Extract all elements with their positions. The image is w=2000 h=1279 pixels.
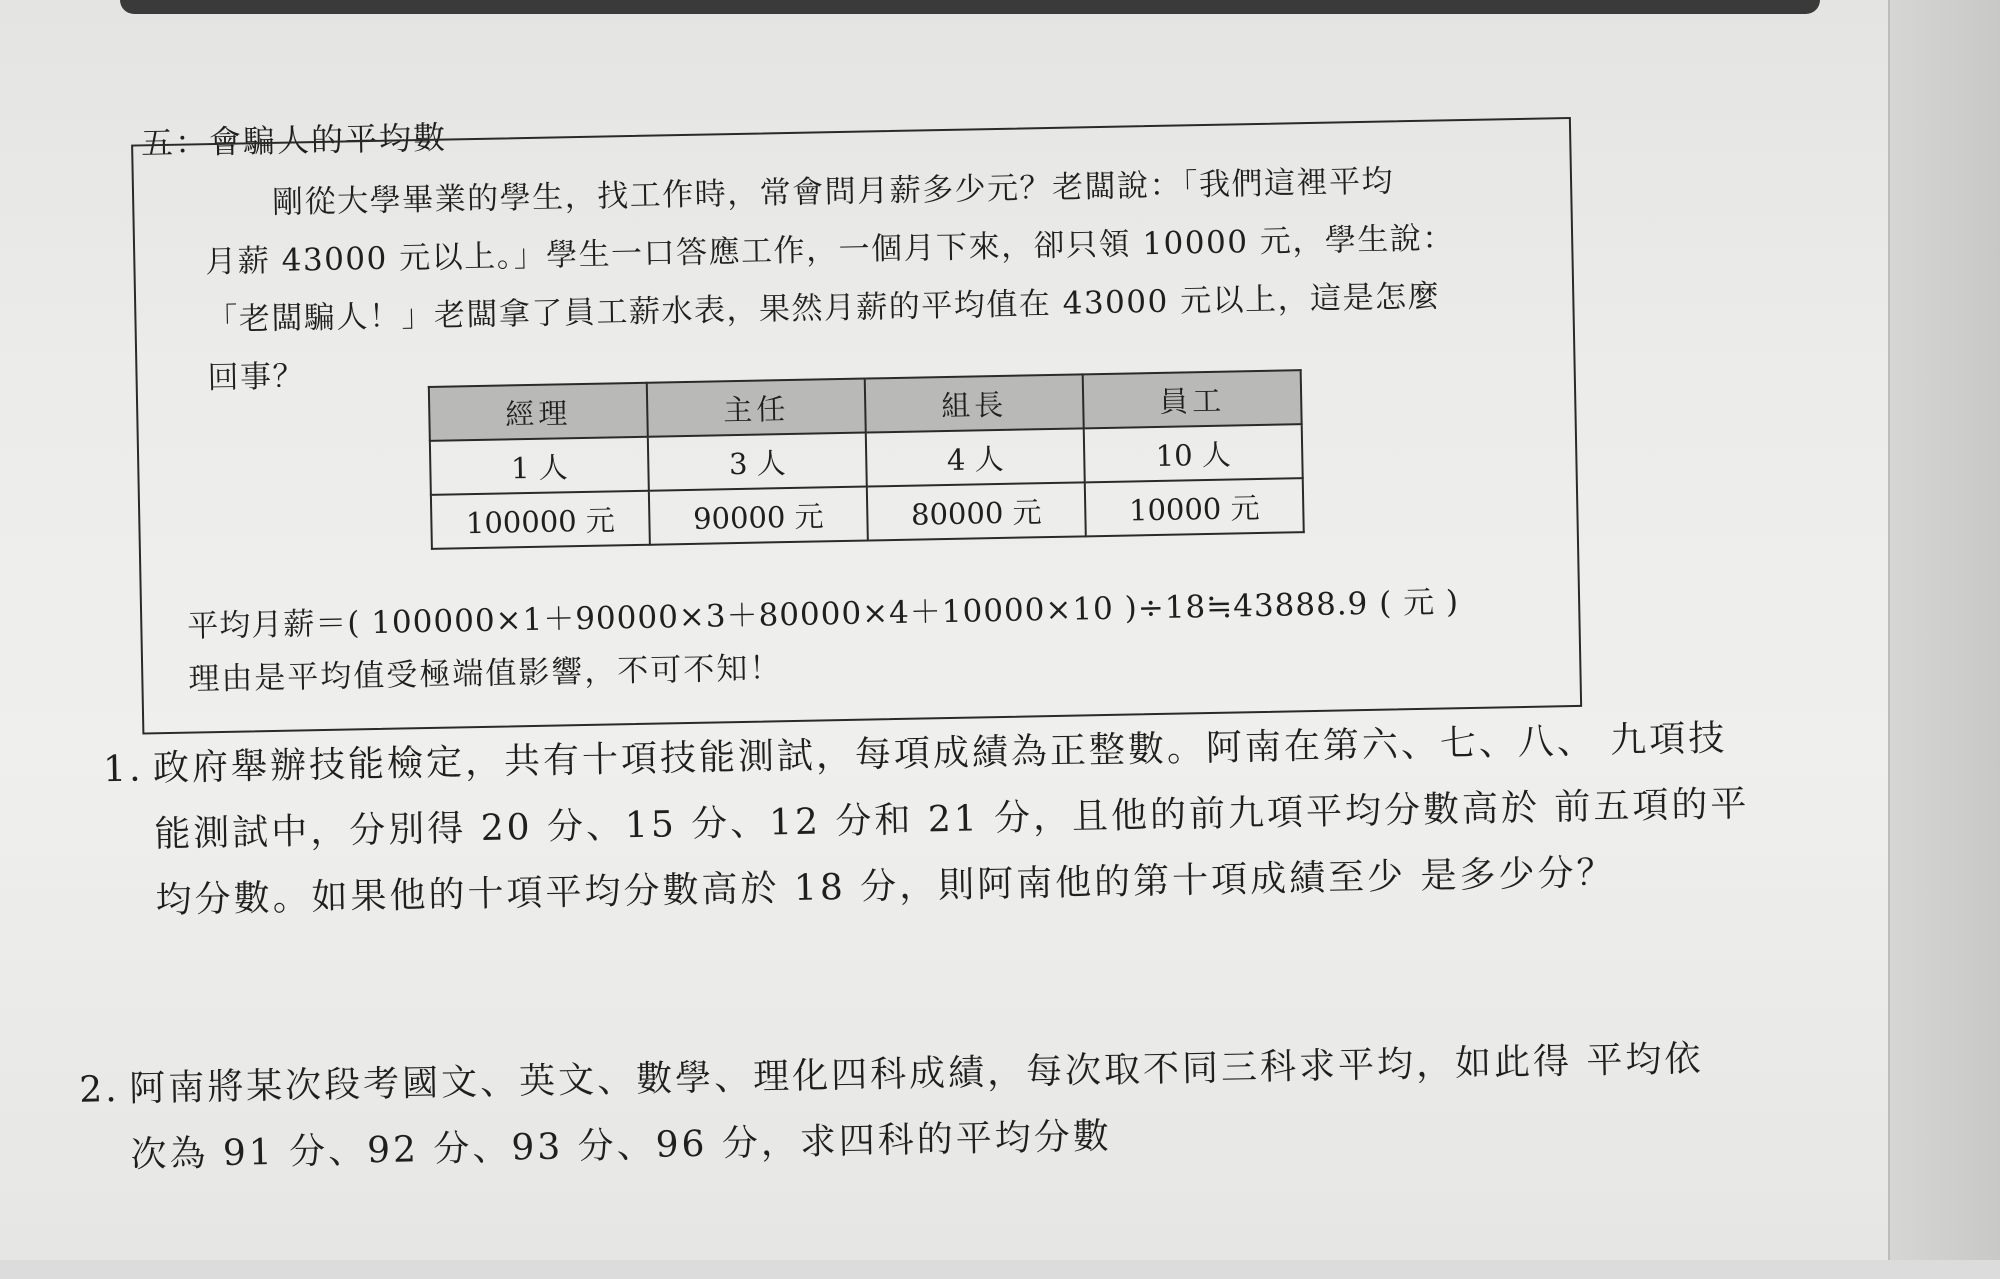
story-line-3: 「老闆騙人！」老闆拿了員工薪水表，果然月薪的平均值在 43000 元以上，這是怎麼 (206, 278, 1441, 339)
salary-table (428, 369, 1305, 550)
question-1 (102, 703, 1905, 936)
question-number: 2. (78, 1068, 120, 1111)
question-2 (79, 1023, 1911, 1190)
header-cell: 經理 (429, 383, 648, 441)
question-2-line-1-text: 阿南將某次段考國文、英文、數學、理化四科成績，每次取不同三科求平均，如此得 平均依 (128, 1038, 1704, 1110)
question-2-line-2: 次為 91 分、92 分、93 分、96 分，求四科的平均分數 (130, 1115, 1113, 1176)
section-title: 五：會騙人的平均數 (140, 118, 448, 163)
table-cell: 3 人 (648, 433, 867, 491)
header-cell: 主任 (647, 379, 866, 437)
reason-text: 理由是平均值受極端值影響，不可不知！ (188, 650, 783, 698)
story-line-2: 月薪 43000 元以上。」學生一口答應工作，一個月下來，卻只領 10000 元，學生說： (205, 220, 1456, 281)
table-cell: 4 人 (866, 428, 1085, 486)
average-formula: 平均月薪＝( 100000×1＋90000×3＋80000×4＋10000×10 )÷18≒43888.9 ( 元 ) (187, 584, 1460, 645)
table-cell: 90000 元 (649, 487, 868, 545)
story-box (131, 117, 1582, 735)
table-cell: 10 人 (1084, 424, 1303, 482)
table-cell: 100000 元 (431, 491, 650, 549)
table-cell: 10000 元 (1085, 478, 1304, 536)
story-text (204, 150, 1538, 407)
table-cell: 1 人 (430, 437, 649, 495)
question-1-line-1-text: 政府舉辦技能檢定，共有十項技能測試，每項成績為正整數。阿南在第六、七、八、 九項技 (152, 718, 1728, 790)
story-line-4: 回事？ (207, 358, 306, 397)
question-1-line-2: 能測試中，分別得 20 分、15 分、12 分和 21 分，且他的前九項平均分數高於 前五項的平 (153, 783, 1750, 856)
story-line-1-text: 剛從大學畢業的學生，找工作時，常會問月薪多少元？老闆說：「我們這裡平均 (271, 163, 1395, 221)
table-cell: 80000 元 (867, 482, 1086, 540)
header-cell: 員工 (1083, 370, 1302, 428)
header-cell: 組長 (865, 374, 1084, 432)
question-number: 1. (102, 748, 144, 791)
question-1-line-3: 均分數。如果他的十項平均分數高於 18 分，則阿南他的第十項成績至少 是多少分？ (155, 852, 1616, 922)
